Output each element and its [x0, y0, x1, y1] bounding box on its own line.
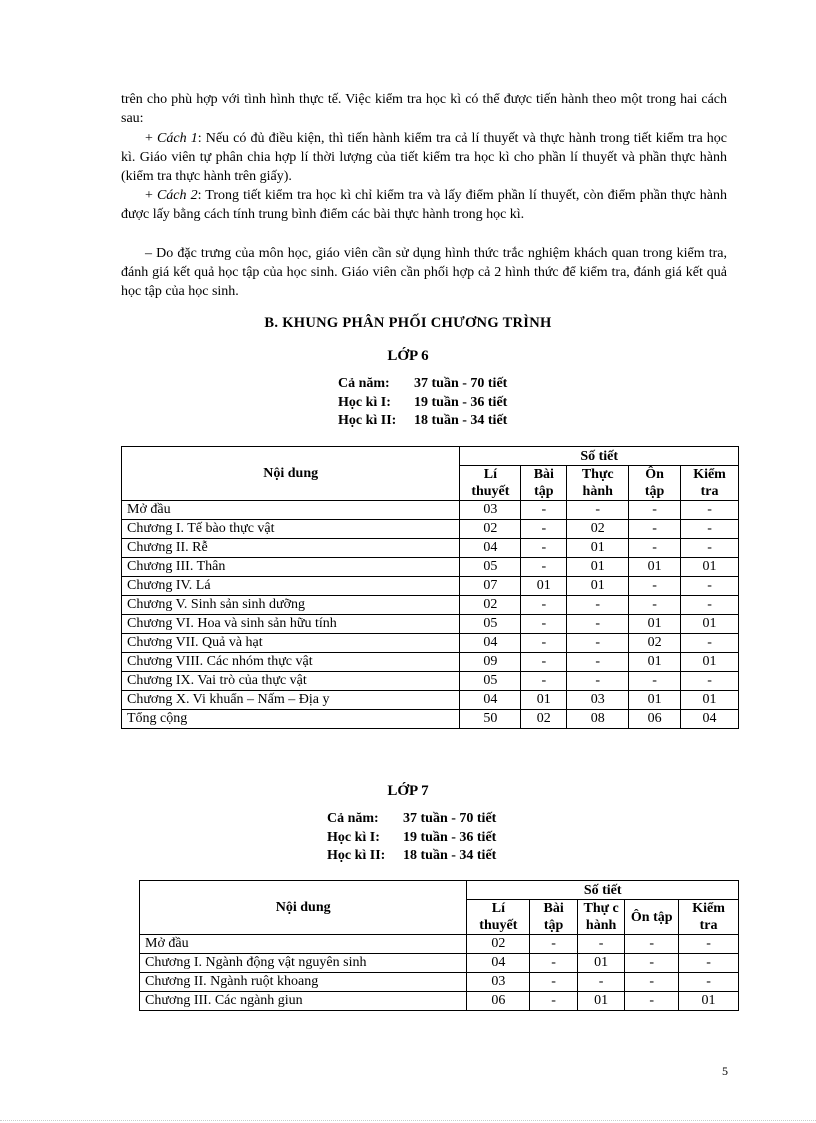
method-1-text: : Nếu có đủ điều kiện, thì tiến hành kiểm tra cả lí thuyết và thực hành trong tiết kiểm tra học kì. Giáo viên tự phân chia hợp lí thời lượng của tiết kiểm tra học kì cho phần lí thuyết và phần thực hành (kiểm tra thực hành trên giấy). — [121, 131, 727, 185]
col-theory: Lí thuyết — [460, 466, 521, 501]
row-value: 04 — [460, 634, 521, 653]
row-content: Chương VIII. Các nhóm thực vật — [122, 653, 460, 672]
row-value: - — [521, 596, 567, 615]
row-content: Mở đầu — [122, 501, 460, 520]
row-value: 02 — [460, 596, 521, 615]
row-value: - — [577, 935, 625, 954]
table-row — [122, 501, 739, 520]
row-value: 01 — [567, 539, 629, 558]
summary-value: 19 tuần - 36 tiết — [414, 394, 508, 410]
row-value: 01 — [629, 653, 681, 672]
row-content: Chương I. Ngành động vật nguyên sinh — [140, 954, 467, 973]
row-value: 03 — [567, 691, 629, 710]
col-practice: Thực hành — [567, 466, 629, 501]
row-value: 03 — [467, 973, 530, 992]
row-value: - — [679, 954, 739, 973]
method-1-label: Cách 1 — [157, 131, 198, 146]
summary-label: Học kì II: — [338, 413, 397, 428]
row-value: - — [625, 954, 679, 973]
row-content: Chương V. Sinh sản sinh dưỡng — [122, 596, 460, 615]
summary-row — [327, 810, 496, 829]
grade6-title: LỚP 6 — [387, 348, 429, 364]
row-value: - — [625, 935, 679, 954]
periods-header: Số tiết — [467, 881, 739, 900]
row-value: 01 — [629, 558, 681, 577]
row-value: 04 — [460, 539, 521, 558]
row-value: - — [530, 935, 578, 954]
row-value: 01 — [681, 615, 739, 634]
row-value: 09 — [460, 653, 521, 672]
row-value: 02 — [567, 520, 629, 539]
assessment-text: – Do đặc trưng của môn học, giáo viên cần sử dụng hình thức trắc nghiệm khách quan trong kiểm tra, đánh giá kết quả học tập của học sinh. Giáo viên cần phối hợp cả 2 hình thức để kiểm tra, đánh giá kết quả học tập của học sinh. — [121, 246, 727, 300]
row-value: - — [521, 539, 567, 558]
periods-header: Số tiết — [460, 447, 739, 466]
row-value: - — [681, 577, 739, 596]
table-row — [122, 577, 739, 596]
row-value: 01 — [681, 653, 739, 672]
row-value: 07 — [460, 577, 521, 596]
summary-value: 37 tuần - 70 tiết — [403, 811, 497, 826]
col-test: Kiểm tra — [679, 900, 739, 935]
row-value: - — [567, 653, 629, 672]
row-value: - — [681, 539, 739, 558]
row-value: 05 — [460, 558, 521, 577]
table-row — [122, 672, 739, 691]
table-row — [122, 634, 739, 653]
row-value: 04 — [681, 710, 739, 729]
assessment-paragraph — [121, 244, 727, 302]
row-value: - — [567, 501, 629, 520]
row-value: 01 — [577, 954, 625, 973]
row-content: Chương I. Tế bào thực vật — [122, 520, 460, 539]
row-value: 01 — [681, 558, 739, 577]
page-number: 5 — [722, 1064, 728, 1078]
method-2-paragraph: + Cách 2: Trong tiết kiểm tra học kì chỉ kiểm tra và lấy điểm phần lí thuyết, còn điểm phần thực hành được lấy bằng cách tính trung bình điểm các bài thực hành trong học kì. — [121, 188, 727, 223]
row-value: - — [521, 558, 567, 577]
row-content: Chương II. Rễ — [122, 539, 460, 558]
row-value: - — [679, 973, 739, 992]
row-value: 01 — [629, 691, 681, 710]
method-2-label: Cách 2 — [156, 188, 198, 203]
row-content: Chương VI. Hoa và sinh sản hữu tính — [122, 615, 460, 634]
summary-row — [338, 412, 507, 431]
row-content: Chương X. Vi khuẩn – Nấm – Địa y — [122, 691, 460, 710]
row-value: 01 — [521, 691, 567, 710]
row-value: - — [530, 992, 578, 1011]
row-value: - — [567, 672, 629, 691]
row-value: 01 — [681, 691, 739, 710]
row-value: - — [521, 634, 567, 653]
summary-row — [327, 829, 496, 848]
table-row — [122, 520, 739, 539]
table-row — [122, 539, 739, 558]
table-row — [122, 615, 739, 634]
row-value: - — [521, 520, 567, 539]
row-value: - — [521, 672, 567, 691]
row-value: 01 — [567, 577, 629, 596]
row-content: Chương IX. Vai trò của thực vật — [122, 672, 460, 691]
table-row — [122, 710, 739, 729]
row-value: 02 — [629, 634, 681, 653]
page-edge-divider — [0, 1120, 816, 1121]
row-value: - — [629, 539, 681, 558]
grade7-table — [139, 880, 739, 1011]
row-content: Chương VII. Quả và hạt — [122, 634, 460, 653]
grade7-summary — [327, 810, 496, 866]
grade7-title: LỚP 7 — [387, 783, 429, 799]
row-value: 05 — [460, 615, 521, 634]
row-value: - — [679, 935, 739, 954]
col-review: Ôn tập — [629, 466, 681, 501]
row-content: Chương III. Thân — [122, 558, 460, 577]
row-value: 01 — [577, 992, 625, 1011]
summary-label: Học kì II: — [327, 848, 386, 863]
row-value: - — [629, 577, 681, 596]
row-value: 04 — [467, 954, 530, 973]
row-value: - — [629, 672, 681, 691]
table-row — [122, 691, 739, 710]
summary-label: Học kì I: — [338, 394, 391, 410]
row-value: 08 — [567, 710, 629, 729]
table-row — [122, 653, 739, 672]
row-value: 01 — [521, 577, 567, 596]
row-value: - — [681, 596, 739, 615]
row-value: - — [629, 520, 681, 539]
row-content: Chương IV. Lá — [122, 577, 460, 596]
row-value: - — [629, 596, 681, 615]
row-value: - — [681, 672, 739, 691]
content-header: Nội dung — [140, 881, 467, 935]
summary-value: 37 tuần - 70 tiết — [414, 376, 508, 391]
row-value: - — [521, 501, 567, 520]
table-row — [140, 973, 739, 992]
summary-value: 19 tuần - 36 tiết — [403, 829, 497, 845]
grade6-table — [121, 446, 739, 729]
row-value: - — [567, 596, 629, 615]
row-content: Mở đầu — [140, 935, 467, 954]
col-practice: Thự c hành — [577, 900, 625, 935]
method-2-text: : Trong tiết kiểm tra học kì chỉ kiểm tra và lấy điểm phần lí thuyết, còn điểm phần thực hành được lấy bằng cách tính trung bình điểm các bài thực hành trong học kì. — [121, 188, 727, 223]
row-value: 01 — [629, 615, 681, 634]
intro-paragraph — [121, 90, 727, 128]
summary-value: 18 tuần - 34 tiết — [403, 848, 497, 863]
content-header: Nội dung — [122, 447, 460, 501]
summary-value: 18 tuần - 34 tiết — [414, 413, 508, 428]
table-row — [122, 596, 739, 615]
row-value: 06 — [629, 710, 681, 729]
summary-label: Cả năm: — [327, 811, 379, 826]
row-value: - — [530, 973, 578, 992]
table-row — [122, 558, 739, 577]
row-value: - — [521, 653, 567, 672]
col-exercise: Bài tập — [521, 466, 567, 501]
summary-label: Cả năm: — [338, 376, 390, 391]
row-value: - — [681, 634, 739, 653]
col-theory: Lí thuyết — [467, 900, 530, 935]
row-content: Chương III. Các ngành giun — [140, 992, 467, 1011]
row-value: - — [681, 501, 739, 520]
row-value: - — [521, 615, 567, 634]
summary-row — [327, 847, 496, 866]
row-value: 01 — [679, 992, 739, 1011]
summary-row — [338, 394, 507, 413]
row-value: - — [625, 992, 679, 1011]
row-value: - — [577, 973, 625, 992]
row-value: - — [530, 954, 578, 973]
summary-row — [338, 375, 507, 394]
row-value: 01 — [567, 558, 629, 577]
col-test: Kiểm tra — [681, 466, 739, 501]
row-value: 02 — [521, 710, 567, 729]
col-exercise: Bài tập — [530, 900, 578, 935]
intro-text: trên cho phù hợp với tình hình thực tế. Việc kiểm tra học kì có thể được tiến hành theo một trong hai cách sau: — [121, 92, 727, 127]
row-value: 03 — [460, 501, 521, 520]
row-value: 02 — [467, 935, 530, 954]
summary-label: Học kì I: — [327, 829, 380, 845]
row-value: - — [629, 501, 681, 520]
row-value: 05 — [460, 672, 521, 691]
row-content: Chương II. Ngành ruột khoang — [140, 973, 467, 992]
section-title: B. KHUNG PHÂN PHỐI CHƯƠNG TRÌNH — [264, 315, 552, 331]
row-value: - — [681, 520, 739, 539]
table-row — [140, 954, 739, 973]
row-value: 04 — [460, 691, 521, 710]
method-1-paragraph: + Cách 1: Nếu có đủ điều kiện, thì tiến hành kiểm tra cả lí thuyết và thực hành trong tiết kiểm tra học kì. Giáo viên tự phân chia hợp lí thời lượng của tiết kiểm tra học kì cho phần lí thuyết và phần thực hành (kiểm tra thực hành trên giấy). — [121, 131, 727, 185]
table-row — [140, 992, 739, 1011]
row-value: 02 — [460, 520, 521, 539]
row-value: 50 — [460, 710, 521, 729]
row-content: Tổng cộng — [122, 710, 460, 729]
table-row — [140, 935, 739, 954]
grade6-summary — [338, 375, 507, 431]
row-value: - — [567, 634, 629, 653]
row-value: - — [625, 973, 679, 992]
row-value: 06 — [467, 992, 530, 1011]
col-review: Ôn tập — [625, 900, 679, 935]
row-value: - — [567, 615, 629, 634]
